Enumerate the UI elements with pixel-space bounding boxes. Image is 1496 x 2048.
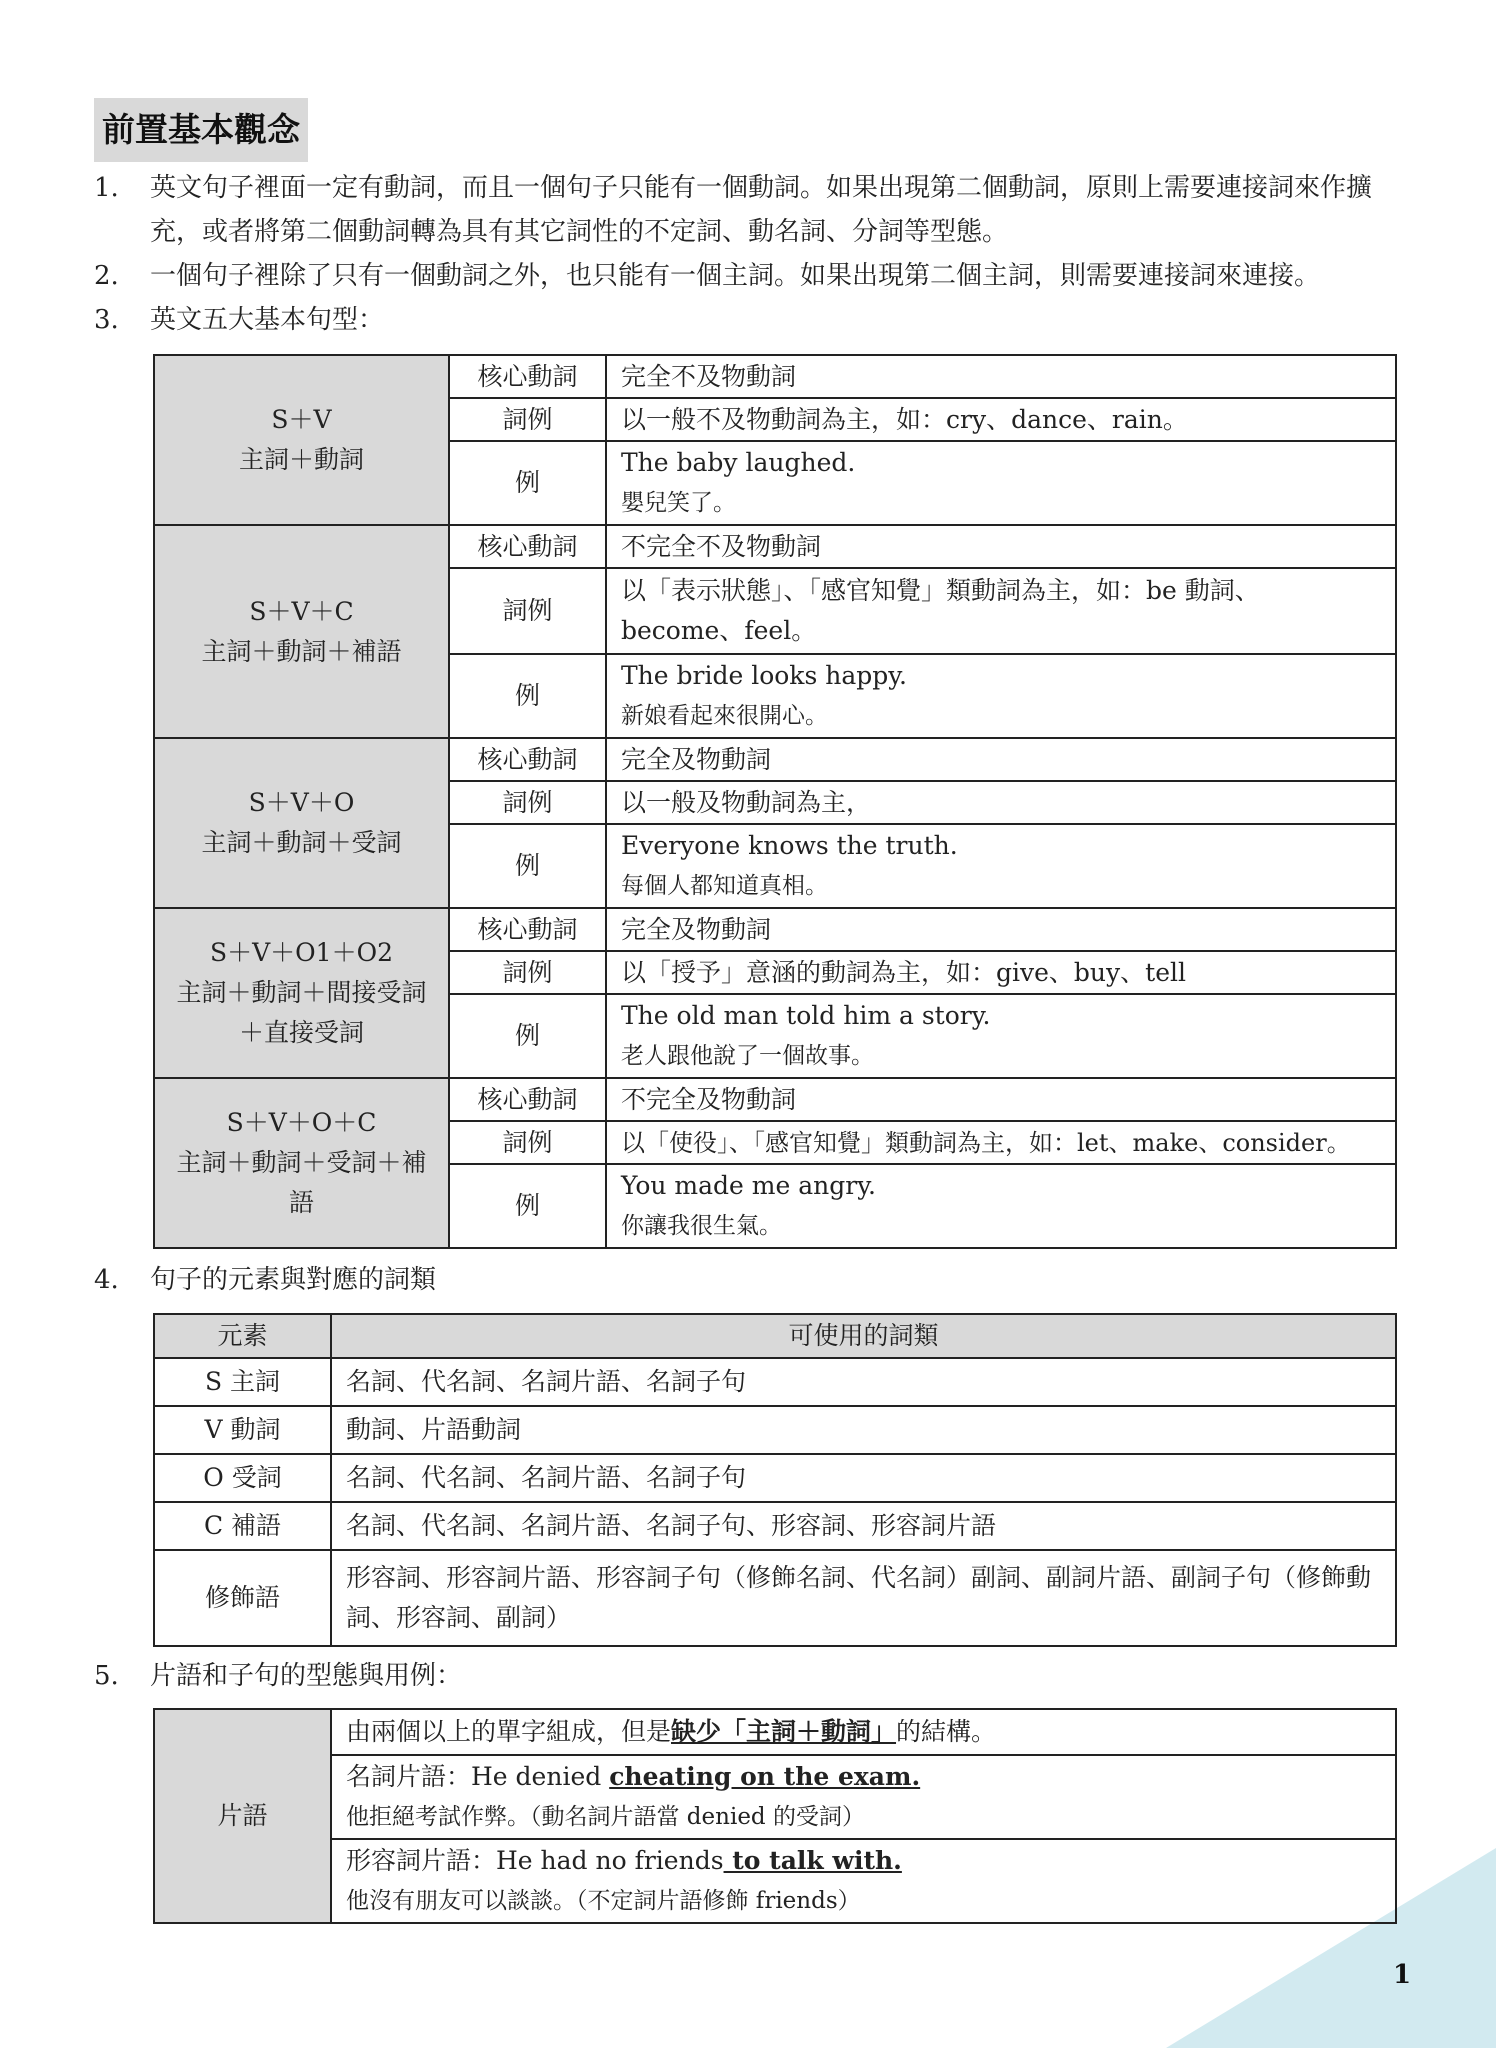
- pattern-cell: [154, 525, 449, 738]
- definition-text-end: 的結構。: [896, 1717, 997, 1746]
- example-en: The bride looks happy.: [621, 661, 907, 690]
- example-label: 例: [449, 824, 606, 908]
- element-cell: O 受詞: [154, 1454, 331, 1502]
- pattern-cell: [154, 738, 449, 908]
- word-examples: 以「表示狀態」、「感官知覺」類動詞為主，如：be 動詞、become、feel。: [606, 568, 1396, 654]
- pattern-meaning: 主詞＋動詞＋受詞＋補語: [176, 1148, 427, 1217]
- pattern-meaning: 主詞＋動詞＋補語: [201, 636, 402, 666]
- item-text: 英文句子裡面一定有動詞，而且一個句子只能有一個動詞。如果出現第二個動詞，原則上需要連接詞來作擴充，或者將第二個動詞轉為具有其它詞性的不定詞、動名詞、分詞等型態。: [150, 173, 1373, 247]
- pattern-meaning: 主詞＋動詞: [238, 445, 364, 474]
- classes-cell: 名詞、代名詞、名詞片語、名詞子句: [331, 1454, 1396, 1502]
- pattern-formula: S＋V＋O1＋O2: [210, 938, 393, 967]
- item-number: 3.: [94, 305, 119, 335]
- table-header-row: [154, 1314, 1396, 1358]
- words-label: 詞例: [449, 568, 606, 654]
- core-label: 核心動詞: [449, 525, 606, 568]
- table-row: [154, 1502, 1396, 1550]
- noun-phrase-cell: [331, 1755, 1396, 1839]
- word-examples: 以一般不及物動詞為主，如：cry、dance、rain。: [606, 398, 1396, 441]
- example-cell: [606, 441, 1396, 525]
- example-zh: 你讓我很生氣。: [621, 1213, 782, 1239]
- example-zh: 嬰兒笑了。: [621, 490, 736, 516]
- word-examples: 以「使役」、「感官知覺」類動詞為主，如：let、make、consider。: [606, 1121, 1396, 1164]
- table-row: [154, 1078, 1396, 1121]
- example-en: The old man told him a story.: [621, 1001, 991, 1030]
- example-cell: [606, 654, 1396, 738]
- pattern-meaning: 主詞＋動詞＋間接受詞＋直接受詞: [176, 978, 427, 1047]
- table-row: [154, 1755, 1396, 1839]
- classes-cell: 名詞、代名詞、名詞片語、名詞子句: [331, 1358, 1396, 1406]
- core-verb: 不完全不及物動詞: [606, 525, 1396, 568]
- element-cell: C 補語: [154, 1502, 331, 1550]
- table-row: [154, 355, 1396, 398]
- adj-phrase-note: 他沒有朋友可以談談。（不定詞片語修飾 friends）: [346, 1888, 861, 1914]
- column-header: 元素: [154, 1314, 331, 1358]
- example-cell: [606, 1164, 1396, 1248]
- definition-text: 由兩個以上的單字組成，但是: [346, 1717, 672, 1746]
- example-zh: 老人跟他說了一個故事。: [621, 1043, 874, 1069]
- pattern-meaning: 主詞＋動詞＋受詞: [201, 828, 402, 857]
- example-label: 例: [449, 994, 606, 1078]
- example-label: 例: [449, 1164, 606, 1248]
- element-cell: S 主詞: [154, 1358, 331, 1406]
- item-number: 2.: [94, 261, 119, 291]
- word-examples: 以一般及物動詞為主，: [606, 781, 1396, 824]
- pattern-formula: S＋V＋C: [249, 596, 354, 626]
- core-label: 核心動詞: [449, 1078, 606, 1121]
- example-zh: 新娘看起來很開心。: [621, 703, 828, 729]
- elements-table: [153, 1313, 1397, 1647]
- item-text: 英文五大基本句型：: [150, 305, 385, 335]
- item-text: 句子的元素與對應的詞類: [150, 1265, 437, 1295]
- item-text: 一個句子裡除了只有一個動詞之外，也只能有一個主詞。如果出現第二個主詞，則需要連接詞來連接。: [150, 261, 1321, 291]
- table-row: [154, 1358, 1396, 1406]
- example-label: 例: [449, 654, 606, 738]
- example-cell: [606, 994, 1396, 1078]
- core-label: 核心動詞: [449, 355, 606, 398]
- table-row: [154, 1550, 1396, 1646]
- table-row: [154, 1709, 1396, 1755]
- classes-cell: 名詞、代名詞、名詞片語、名詞子句、形容詞、形容詞片語: [331, 1502, 1396, 1550]
- core-verb: 不完全及物動詞: [606, 1078, 1396, 1121]
- noun-phrase-example: 名詞片語：He denied: [346, 1762, 610, 1791]
- table-row: [154, 525, 1396, 568]
- table-row: [154, 1839, 1396, 1923]
- page-number: 1: [1393, 1960, 1412, 1990]
- adj-phrase-emphasis: to talk with.: [723, 1846, 902, 1875]
- classes-cell: 形容詞、形容詞片語、形容詞子句（修飾名詞、代名詞）副詞、副詞片語、副詞子句（修飾動詞、形容詞、副詞）: [331, 1550, 1396, 1646]
- table-row: [154, 1406, 1396, 1454]
- word-examples: 以「授予」意涵的動詞為主，如：give、buy、tell: [606, 951, 1396, 994]
- words-label: 詞例: [449, 1121, 606, 1164]
- definition-emphasis: 缺少「主詞＋動詞」: [671, 1717, 897, 1746]
- sentence-patterns-table: [153, 354, 1397, 1249]
- page-title: 前置基本觀念: [94, 98, 308, 162]
- element-cell: V 動詞: [154, 1406, 331, 1454]
- item-number: 5.: [94, 1661, 119, 1691]
- element-cell: 修飾語: [154, 1550, 331, 1646]
- phrase-definition: [331, 1709, 1396, 1755]
- pattern-cell: [154, 355, 449, 525]
- core-verb: 完全不及物動詞: [606, 355, 1396, 398]
- core-verb: 完全及物動詞: [606, 908, 1396, 951]
- adj-phrase-example: 形容詞片語：He had no friends: [346, 1846, 724, 1875]
- example-label: 例: [449, 441, 606, 525]
- phrase-table: [153, 1708, 1397, 1924]
- words-label: 詞例: [449, 951, 606, 994]
- pattern-formula: S＋V＋O: [248, 788, 355, 817]
- item-text: 片語和子句的型態與用例：: [150, 1661, 463, 1691]
- phrase-label: 片語: [154, 1709, 331, 1923]
- pattern-formula: S＋V＋O＋C: [226, 1108, 377, 1137]
- example-en: You made me angry.: [621, 1171, 876, 1200]
- adj-phrase-cell: [331, 1839, 1396, 1923]
- example-en: The baby laughed.: [621, 448, 856, 477]
- noun-phrase-emphasis: cheating on the exam.: [609, 1762, 921, 1791]
- core-label: 核心動詞: [449, 738, 606, 781]
- table-row: [154, 1454, 1396, 1502]
- words-label: 詞例: [449, 781, 606, 824]
- column-header: 可使用的詞類: [331, 1314, 1396, 1358]
- classes-cell: 動詞、片語動詞: [331, 1406, 1396, 1454]
- table-row: [154, 738, 1396, 781]
- core-label: 核心動詞: [449, 908, 606, 951]
- noun-phrase-note: 他拒絕考試作弊。（動名詞片語當 denied 的受詞）: [346, 1804, 865, 1830]
- item-number: 1.: [94, 173, 119, 203]
- example-cell: [606, 824, 1396, 908]
- pattern-cell: [154, 908, 449, 1078]
- pattern-cell: [154, 1078, 449, 1248]
- table-row: [154, 908, 1396, 951]
- example-en: Everyone knows the truth.: [621, 831, 958, 860]
- example-zh: 每個人都知道真相。: [621, 873, 828, 899]
- pattern-formula: S＋V: [271, 405, 332, 434]
- item-number: 4.: [94, 1265, 119, 1295]
- core-verb: 完全及物動詞: [606, 738, 1396, 781]
- words-label: 詞例: [449, 398, 606, 441]
